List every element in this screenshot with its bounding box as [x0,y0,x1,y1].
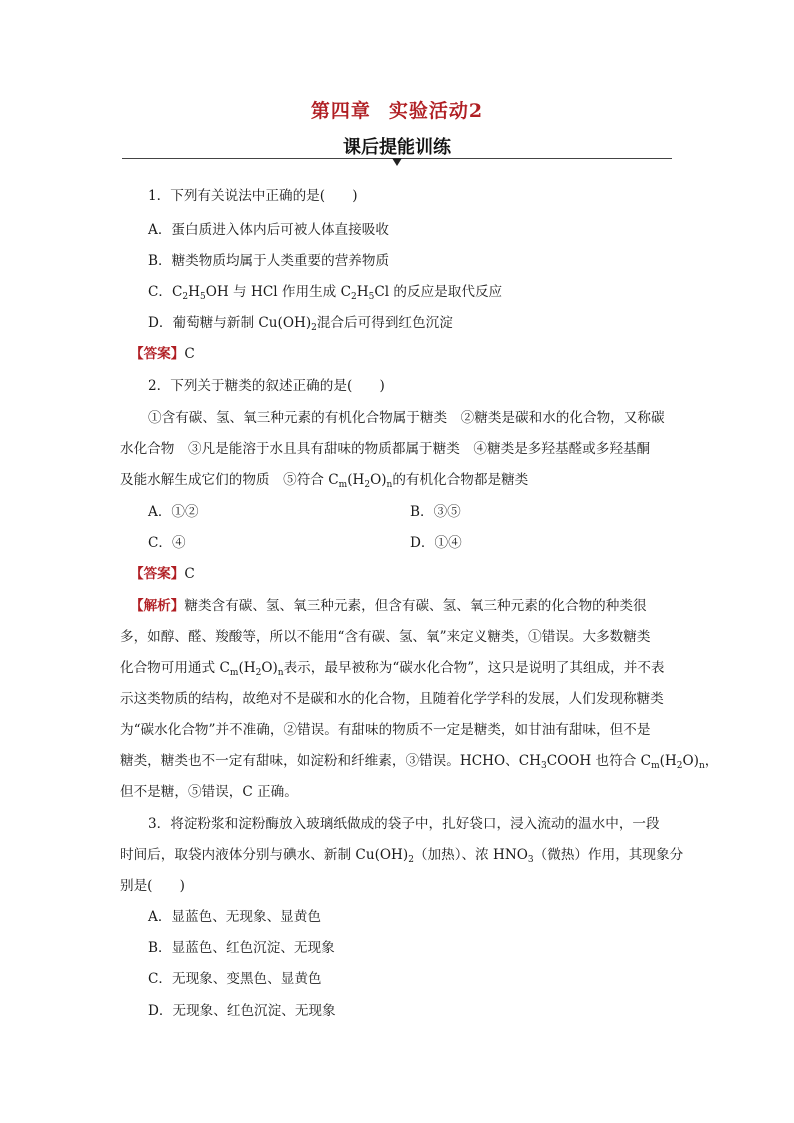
q2-analysis-line-4: 示这类物质的结构，故绝对不是碳和水的化合物，且随着化学学科的发展，人们发现称糖类 [120,691,664,707]
q2-option-c: C．④ [148,535,186,551]
q2-analysis-line-2: 多，如醇、醛、羧酸等，所以不能用“含有碳、氢、氧”来定义糖类，①错误。大多数糖类 [120,629,651,645]
q2-stem: 2．下列关于糖类的叙述正确的是( ) [148,378,385,394]
q2-option-d: D．①④ [410,535,462,551]
q2-analysis-line-3: 化合物可用通式 $C_m(H_2O)_n$表示，最早被称为“碳水化合物”，这只是说明了其组成，并不表 [120,660,665,678]
q3-stem-line-1: 3．将淀粉浆和淀粉酶放入玻璃纸做成的袋子中，扎好袋口，浸入流动的温水中，一段 [148,816,660,832]
q1-answer: 【答案】C [130,346,195,362]
analysis-tag: 【解析】 [130,598,185,614]
q1-option-d: D．葡萄糖与新制 $Cu(OH)_2$混合后可得到红色沉淀 [148,315,453,333]
q3-option-a: A．显蓝色、无现象、显黄色 [148,909,321,925]
q3-stem-line-3: 别是( ) [120,878,185,894]
answer-tag: 【答案】 [130,566,185,582]
q1-option-c: C．$C_2H_5OH$ 与 HCl 作用生成 $C_2H_5Cl$ 的反应是取代反应 [148,284,503,302]
q2-option-b: B．③⑤ [410,504,461,520]
q2-analysis-line-1: 【解析】糖类含有碳、氢、氧三种元素，但含有碳、氢、氧三种元素的化合物的种类很 [130,598,647,614]
q2-option-a: A．①② [148,504,199,520]
q2-statement-line-2: 水化合物 ③凡是能溶于水且具有甜味的物质都属于糖类 ④糖类是多羟基醛或多羟基酮 [120,441,651,457]
q3-option-d: D．无现象、红色沉淀、无现象 [148,1003,336,1019]
divider-arrow-icon [392,158,402,166]
chapter-label: 第四章 [310,100,371,122]
q2-answer: 【答案】C [130,566,195,582]
q1-stem: 1．下列有关说法中正确的是( ) [148,188,358,204]
q2-analysis-line-5: 为“碳水化合物”并不准确，②错误。有甜味的物质不一定是糖类，如甘油有甜味，但不是 [120,722,651,738]
q2-statement-line-1: ①含有碳、氢、氧三种元素的有机化合物属于糖类 ②糖类是碳和水的化合物，又称碳 [148,410,665,426]
q2-analysis-line-6: 糖类，糖类也不一定有甜味，如淀粉和纤维素，③错误。HCHO、$CH_3COOH$ 也符合 $C_m(H_2O)_n$， [120,753,719,771]
q3-option-c: C．无现象、变黑色、显黄色 [148,971,322,987]
q1-option-b: B．糖类物质均属于人类重要的营养物质 [148,253,390,269]
chapter-title [0,96,794,123]
section-title: 课后提能训练 [343,137,451,158]
answer-tag: 【答案】 [130,346,185,362]
q3-option-b: B．显蓝色、红色沉淀、无现象 [148,940,335,956]
q2-analysis-line-7: 但不是糖，⑤错误，C 正确。 [120,784,298,800]
q3-stem-line-2: 时间后，取袋内液体分别与碘水、新制 $Cu(OH)_2$（加热）、浓 $HNO_3$（微热）作用，其现象分 [120,847,684,865]
q2-statement-line-3: 及能水解生成它们的物质 ⑤符合 $C_m(H_2O)_n$的有机化合物都是糖类 [120,472,529,490]
activity-label: 实验活动2 [388,100,484,122]
q1-option-a: A．蛋白质进入体内后可被人体直接吸收 [148,222,389,238]
